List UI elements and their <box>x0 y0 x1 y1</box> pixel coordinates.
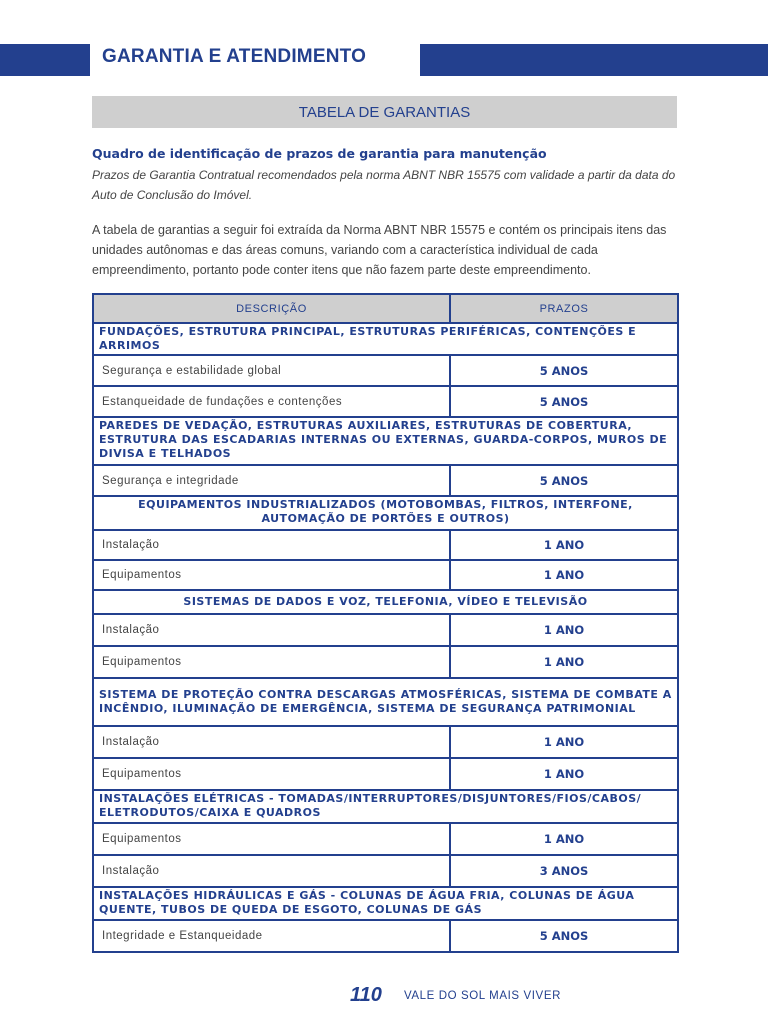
table-row <box>93 646 678 678</box>
category-row <box>93 790 678 823</box>
column-header-term: PRAZOS <box>450 294 678 323</box>
table-row <box>93 355 678 386</box>
item-term: 1 ANO <box>450 530 678 560</box>
table-subtitle-bar <box>92 96 677 128</box>
intro-heading: Quadro de identificação de prazos de garantia para manutenção <box>92 146 547 161</box>
category-row <box>93 678 678 726</box>
item-description: Instalação <box>93 726 450 758</box>
category-row <box>93 590 678 614</box>
section-title: GARANTIA E ATENDIMENTO <box>102 46 367 67</box>
item-term: 1 ANO <box>450 726 678 758</box>
category-title: FUNDAÇÕES, ESTRUTURA PRINCIPAL, ESTRUTURAS PERIFÉRICAS, CONTENÇÕES E ARRIMOS <box>93 323 678 355</box>
table-subtitle: TABELA DE GARANTIAS <box>298 103 471 121</box>
item-description: Instalação <box>93 855 450 887</box>
table-row <box>93 823 678 855</box>
item-term: 1 ANO <box>450 823 678 855</box>
category-title: EQUIPAMENTOS INDUSTRIALIZADOS (MOTOBOMBAS, FILTROS, INTERFONE, AUTOMAÇÃO DE PORTÕES E OUTROS) <box>93 496 678 530</box>
category-row <box>93 496 678 530</box>
item-term: 1 ANO <box>450 646 678 678</box>
footer-brand: VALE DO SOL MAIS VIVER <box>404 990 561 1002</box>
table-row <box>93 726 678 758</box>
item-description: Estanqueidade de fundações e contenções <box>93 386 450 417</box>
item-description: Equipamentos <box>93 823 450 855</box>
column-header-description: DESCRIÇÃO <box>93 294 450 323</box>
category-title: SISTEMA DE PROTEÇÃO CONTRA DESCARGAS ATMOSFÉRICAS, SISTEMA DE COMBATE A INCÊNDIO, ILUMINAÇÃO DE EMERGÊNCIA, SISTEMA DE SEGURANÇA PATRIMONIAL <box>93 678 678 726</box>
item-description: Instalação <box>93 530 450 560</box>
table-row <box>93 920 678 952</box>
table-row <box>93 530 678 560</box>
category-row <box>93 323 678 355</box>
category-title: PAREDES DE VEDAÇÃO, ESTRUTURAS AUXILIARES, ESTRUTURAS DE COBERTURA, ESTRUTURA DAS ESCADARIAS INTERNAS OU EXTERNAS, GUARDA-CORPOS, MUROS DE DIVISA E TELHADOS <box>93 417 678 465</box>
table-header-row <box>93 294 678 323</box>
item-term: 5 ANOS <box>450 920 678 952</box>
category-title: SISTEMAS DE DADOS E VOZ, TELEFONIA, VÍDEO E TELEVISÃO <box>93 590 678 614</box>
item-term: 1 ANO <box>450 758 678 790</box>
table-row <box>93 758 678 790</box>
table-row <box>93 465 678 496</box>
item-term: 1 ANO <box>450 560 678 590</box>
guarantee-table <box>92 293 679 953</box>
category-row <box>93 887 678 920</box>
item-term: 3 ANOS <box>450 855 678 887</box>
item-description: Integridade e Estanqueidade <box>93 920 450 952</box>
table-row <box>93 614 678 646</box>
header-band-left <box>0 44 90 76</box>
page-number: 110 <box>350 984 382 1006</box>
item-description: Equipamentos <box>93 646 450 678</box>
intro-italic-text: Prazos de Garantia Contratual recomendados pela norma ABNT NBR 15575 com validade a partir da data do Auto de Conclusão do Imóvel. <box>92 168 676 202</box>
item-description: Equipamentos <box>93 560 450 590</box>
item-description: Instalação <box>93 614 450 646</box>
item-term: 5 ANOS <box>450 386 678 417</box>
category-title: INSTALAÇÕES HIDRÁULICAS E GÁS - COLUNAS DE ÁGUA FRIA, COLUNAS DE ÁGUA QUENTE, TUBOS DE QUEDA DE ESGOTO, COLUNAS DE GÁS <box>93 887 678 920</box>
table-row <box>93 855 678 887</box>
item-description: Segurança e integridade <box>93 465 450 496</box>
category-row <box>93 417 678 465</box>
intro-body-text: A tabela de garantias a seguir foi extraída da Norma ABNT NBR 15575 e contém os principais itens das unidades autônomas e das áreas comuns, variando com a característica individual de cada empreendimento, portanto pode conter itens que não fazem parte deste empreendimento. <box>92 223 667 277</box>
header-band-right <box>420 44 768 76</box>
table-row <box>93 560 678 590</box>
item-description: Segurança e estabilidade global <box>93 355 450 386</box>
item-description: Equipamentos <box>93 758 450 790</box>
item-term: 5 ANOS <box>450 355 678 386</box>
table-row <box>93 386 678 417</box>
item-term: 1 ANO <box>450 614 678 646</box>
category-title: INSTALAÇÕES ELÉTRICAS - TOMADAS/INTERRUPTORES/DISJUNTORES/FIOS/CABOS/ ELETRODUTOS/CAIXA E QUADROS <box>93 790 678 823</box>
item-term: 5 ANOS <box>450 465 678 496</box>
